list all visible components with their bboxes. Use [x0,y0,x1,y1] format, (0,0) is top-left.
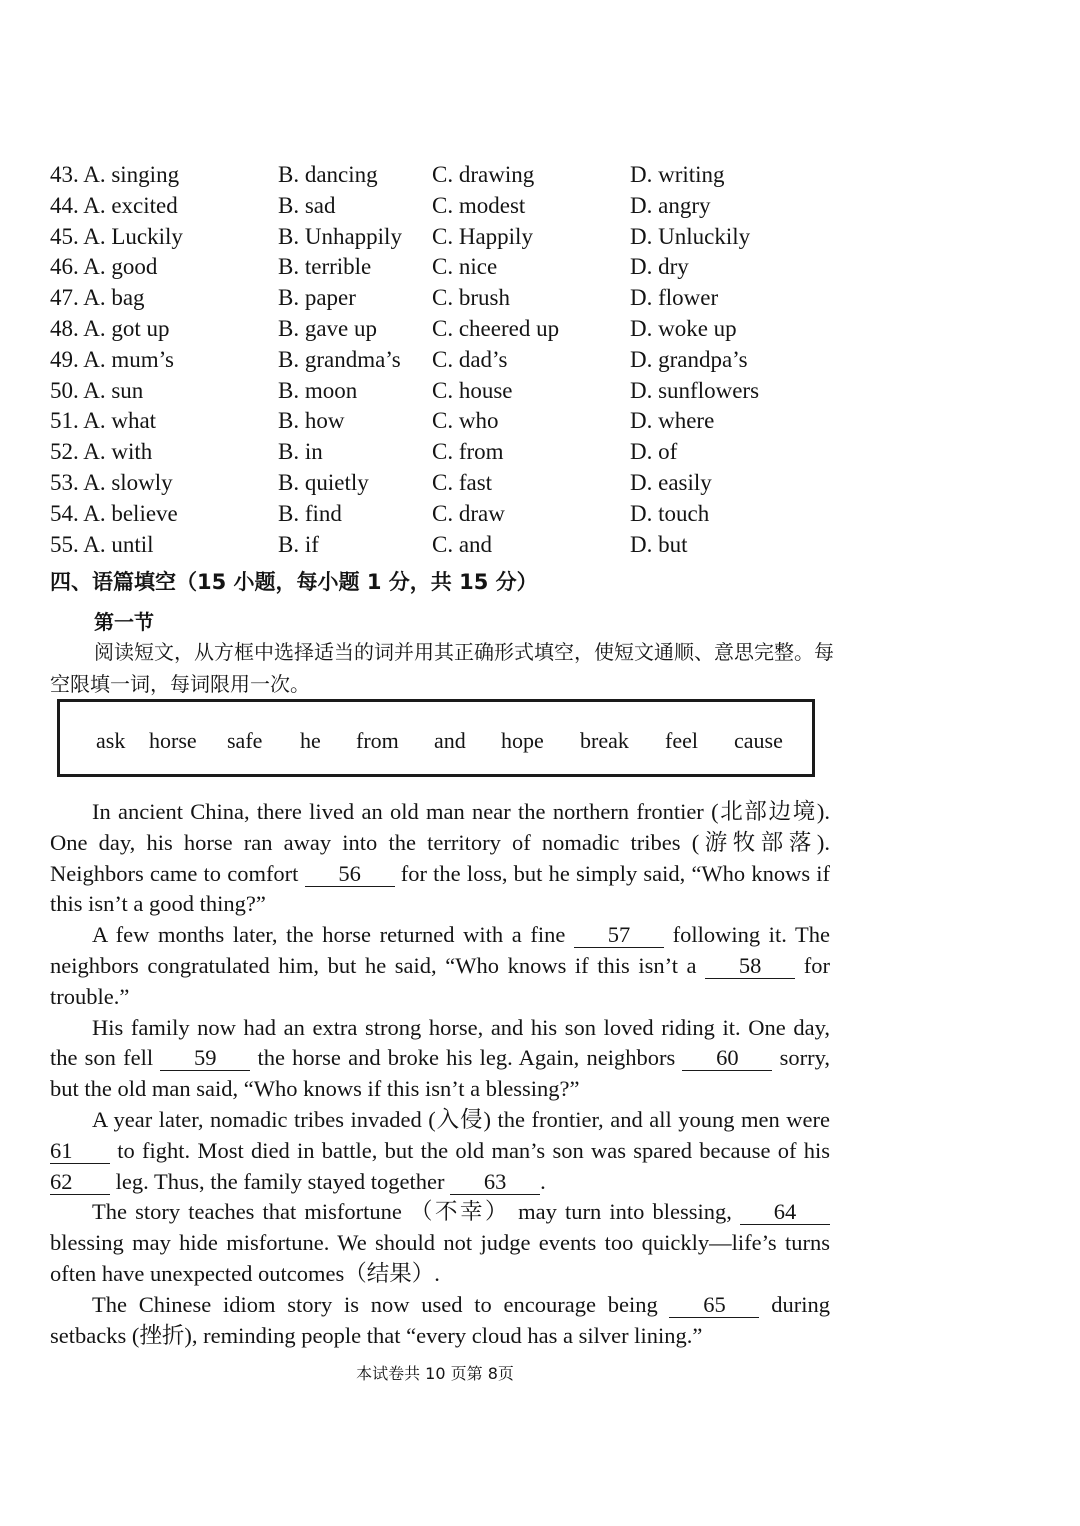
blank-59[interactable]: 59 [160,1046,250,1071]
option-c: C. dad’s [432,346,508,372]
option-c: C. who [432,408,499,434]
option-c: C. nice [432,254,498,280]
option-d: D. dry [630,254,689,280]
passage-paragraph [50,1197,830,1289]
blank-64[interactable]: 64 [740,1200,830,1225]
blank-60[interactable]: 60 [682,1046,772,1071]
passage-text: A year later, nomadic tribes invaded (入侵) the frontier, and all young men were [92,1106,830,1132]
passage-paragraph [50,920,830,1012]
option-row-50 [50,376,850,407]
passage-text: The Chinese idiom story is now used to encourage being [92,1291,670,1317]
word-bank-item: and [434,728,466,753]
blank-56[interactable]: 56 [305,862,395,887]
option-row-44 [50,191,850,222]
blank-57[interactable]: 57 [574,923,664,948]
option-row-52 [50,437,850,468]
option-b: B. terrible [278,254,372,280]
option-c: C. fast [432,469,493,495]
option-c: C. house [432,377,513,403]
option-b: B. if [278,531,319,557]
option-c: C. draw [432,500,505,526]
passage-paragraph [50,1105,830,1197]
blank-58[interactable]: 58 [705,954,795,979]
word-bank-item: break [580,728,629,753]
section-title: 四、语篇填空（15 小题，每小题 1 分，共 15 分） [50,570,538,594]
option-b: B. sad [278,192,336,218]
option-b: B. Unhappily [278,223,402,249]
word-bank-item: feel [665,728,698,753]
option-b: B. moon [278,377,358,403]
option-d: D. easily [630,469,712,495]
option-a: 44. A. excited [50,192,178,218]
option-row-51 [50,406,850,437]
option-b: B. gave up [278,315,378,341]
option-c: C. and [432,531,493,557]
option-c: C. modest [432,192,526,218]
passage-paragraph [50,1290,830,1352]
word-bank-item: safe [227,728,263,753]
option-a: 51. A. what [50,408,157,434]
word-bank-item: he [300,728,321,753]
option-d: D. angry [630,192,711,218]
option-a: 46. A. good [50,254,158,280]
option-c: C. brush [432,285,510,311]
option-row-55 [50,530,850,561]
option-d: D. where [630,408,715,434]
option-d: D. grandpa’s [630,346,748,372]
option-row-53 [50,468,850,499]
word-bank-item: from [356,728,399,753]
option-b: B. find [278,500,342,526]
passage-paragraph [50,1013,830,1105]
option-d: D. but [630,531,688,557]
word-bank-item: ask [96,728,126,753]
passage-text: for the loss, but he simply said, “Who knows if this isn’t a good thing?” [50,860,831,917]
subsection-title: 第一节 [94,610,154,634]
option-d: D. touch [630,500,710,526]
option-c: C. from [432,439,504,465]
option-b: B. how [278,408,345,434]
option-b: B. dancing [278,162,378,187]
option-c: C. cheered up [432,315,560,341]
passage-text: His family now had an extra strong horse, and his son loved riding it. One day, the son fell [50,1014,830,1071]
option-b: B. quietly [278,469,369,495]
option-a: 55. A. until [50,531,154,557]
passage-text: for trouble.” [50,952,830,1009]
option-a: 49. A. mum’s [50,346,174,372]
passage-text: The story teaches that misfortune （不幸） may turn into blessing, [92,1199,740,1225]
option-c: C. Happily [432,223,533,249]
option-d: D. flower [630,285,719,311]
option-row-47 [50,283,850,314]
option-row-54 [50,499,850,530]
page-footer: 本试卷共 10 页第 8页 [356,1364,514,1383]
passage-text: leg. Thus, the family stayed together [110,1168,451,1194]
option-row-45 [50,222,850,253]
option-d: D. Unluckily [630,223,751,249]
passage-text: to fight. Most died in battle, but the old man’s son was spared because of his [110,1137,830,1163]
passage-text: following it. The neighbors congratulated him, but he said, “Who knows if this isn’t a [50,922,831,978]
option-b: B. paper [278,285,356,311]
passage-text: In ancient China, there lived an old man near the northern frontier (北部边境). One day, his horse ran away into the territory of nomadic tribes (游牧部落). Neighbors came to comfort [50,799,830,886]
passage-paragraph [50,797,830,920]
option-a: 48. A. got up [50,315,170,341]
word-bank-item: hope [501,728,544,753]
option-row-48 [50,314,850,345]
option-row-49 [50,345,850,376]
option-a: 50. A. sun [50,377,144,403]
passage-text: blessing may hide misfortune. We should not judge events too quickly—life’s turns often have unexpected outcomes（结果）. [50,1230,830,1286]
option-a: 52. A. with [50,439,153,465]
word-bank-item: cause [734,728,783,753]
blank-61[interactable]: 61 [50,1139,110,1164]
instruction-text: 阅读短文，从方框中选择适当的词并用其正确形式填空，使短文通顺、意思完整。每空限填一词，每词限用一次。 [50,640,834,696]
passage [50,797,830,1351]
word-bank-box [57,699,815,777]
option-a: 53. A. slowly [50,469,173,495]
blank-62[interactable]: 62 [50,1170,110,1195]
blank-63[interactable]: 63 [450,1170,540,1195]
option-a: 43. A. singing [50,162,180,187]
option-d: D. sunflowers [630,377,760,403]
passage-text: sorry, but the old man said, “Who knows if this isn’t a blessing?” [50,1045,830,1102]
option-d: D. writing [630,162,725,187]
passage-text: . [540,1168,546,1194]
passage-text: the horse and broke his leg. Again, neighbors [250,1045,683,1071]
option-b: B. in [278,439,323,465]
option-d: D. woke up [630,315,737,341]
option-c: C. drawing [432,162,535,187]
option-d: D. of [630,439,678,465]
option-a: 47. A. bag [50,285,145,311]
options-list [50,160,850,560]
option-row-46 [50,252,850,283]
option-row-43 [50,160,850,191]
word-bank-item: horse [149,728,197,753]
blank-65[interactable]: 65 [669,1293,759,1318]
passage-text: during setbacks (挫折), reminding people that “every cloud has a silver lining.” [50,1291,830,1348]
passage-text: A few months later, the horse returned with a fine [92,922,574,948]
option-a: 54. A. believe [50,500,178,526]
option-a: 45. A. Luckily [50,223,183,249]
option-b: B. grandma’s [278,346,401,372]
